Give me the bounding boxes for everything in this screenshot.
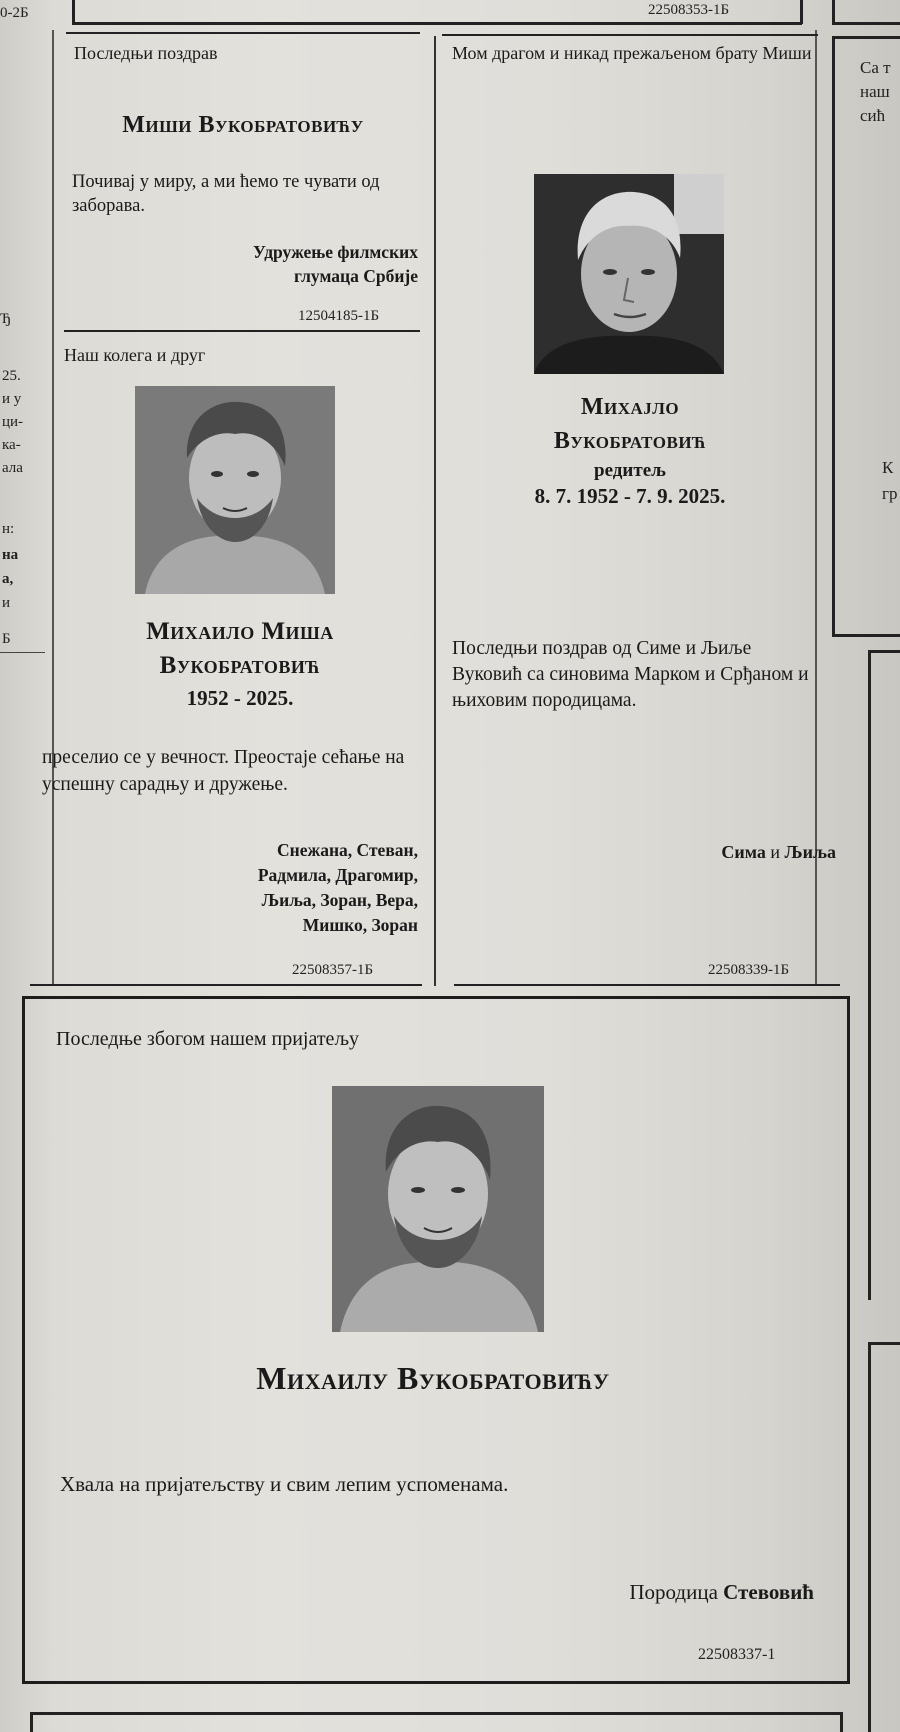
top-mid-code: 22508353-1Б [648, 2, 730, 18]
ad4-name: Михаилу Вукобратовићу [256, 1360, 610, 1396]
ad2-signature-and: и [770, 842, 781, 862]
ad2-portrait-photo [534, 174, 724, 374]
ad2-code: 22508339-1Б [708, 962, 790, 978]
left-fragment-rule [0, 652, 45, 653]
right-box-top-rule [832, 22, 900, 25]
ad2-signature-first: Сима [721, 842, 766, 862]
right-fragment: К [882, 458, 894, 477]
next-box-top [30, 1712, 842, 1715]
ad3-signature-line: Љиља, Зоран, Вера, [261, 890, 418, 910]
left-fragment: 25. [2, 368, 21, 384]
left-fragment: и у [2, 391, 22, 407]
ad1-text: Почивај у миру, а ми ћемо те чувати од заборава. [72, 172, 380, 216]
left-fragment: и [2, 595, 11, 611]
ad3-portrait-photo [135, 386, 335, 594]
ad3-name-line1: Михаило Миша [146, 618, 334, 645]
ad3-name-line2: Вукобратовић [159, 652, 321, 679]
ad4-signature-prefix: Породица [629, 1580, 718, 1604]
ad4-signature-name: Стевовић [723, 1580, 814, 1604]
left-fragment: ци- [2, 414, 24, 430]
ad1-name: Миши Вукобратовићу [122, 112, 364, 138]
top-box-bottom-border [72, 22, 802, 25]
right-fragment: гр [882, 484, 898, 503]
ad1-code: 12504185-1Б [298, 308, 380, 324]
ad3-signature-line: Снежана, Стеван, [277, 840, 418, 860]
ad1-heading: Последњи поздрав [74, 43, 218, 63]
ad2-name-line1: Михајло [580, 394, 680, 420]
top-left-code: 0-2Б [0, 5, 29, 21]
ad1-signature-line: глумаца Србије [294, 266, 418, 286]
right-box3-border [868, 1342, 871, 1732]
right-box-top-border [832, 0, 835, 24]
right-box-top [832, 36, 900, 39]
right-fragment: наш [860, 82, 890, 101]
ad2-top-rule [442, 34, 818, 36]
left-fragment: а, [2, 571, 14, 587]
ad4-code: 22508337-1 [698, 1646, 776, 1663]
ad3-heading: Наш колега и друг [64, 345, 206, 365]
top-box-left-border [72, 0, 75, 24]
ad3-signature [160, 838, 418, 938]
ad4-text: Хвала на пријатељству и свим лепим успоменама. [60, 1472, 509, 1496]
ad1-top-rule [66, 32, 420, 34]
ad3-years: 1952 - 2025. [186, 686, 294, 710]
portrait-svg [534, 174, 724, 374]
portrait-svg [332, 1086, 544, 1332]
ad3-signature-line: Радмила, Драгомир, [257, 865, 418, 885]
top-box-right-border [800, 0, 803, 24]
left-fragment: ка- [2, 437, 21, 453]
right-box3-top [868, 1342, 900, 1345]
left-fragment: Ђ [0, 311, 12, 327]
ad2-bottom-rule [454, 984, 840, 986]
ad4-portrait-photo [332, 1086, 544, 1332]
left-fragment: н: [2, 521, 15, 537]
ad2-name-line2: Вукобратовић [553, 428, 707, 454]
ad4-heading: Последње збогом нашем пријатељу [56, 1028, 359, 1050]
ad1-signature-line: Удружење филмских [253, 242, 418, 262]
portrait-svg [135, 386, 335, 594]
ad3-signature-line: Мишко, Зоран [302, 915, 418, 935]
right-box-border [832, 36, 835, 636]
left-fragment: ала [2, 460, 23, 476]
ad1-bottom-rule [64, 330, 420, 332]
ad2-heading: Мом драгом и никад прежаљеном брату Миши [452, 43, 812, 63]
ad3-code: 22508357-1Б [292, 962, 374, 978]
right-box2-top [868, 650, 900, 653]
ad2-dates: 8. 7. 1952 - 7. 9. 2025. [534, 484, 726, 508]
next-box-left [30, 1712, 33, 1732]
right-fragment: сић [860, 106, 886, 125]
right-box2-border [868, 650, 871, 1300]
right-fragment: Са т [860, 58, 891, 77]
ad2-role: редитељ [594, 460, 666, 481]
next-box-right [840, 1712, 843, 1732]
column-rule-left [52, 30, 54, 985]
right-box-bottom [832, 634, 900, 637]
ad3-text: преселио се у вечност. Преостаје сећање на успешну сарадњу и дружење. [42, 747, 405, 795]
ad2-signature [560, 842, 836, 863]
ad2-text: Последњи поздрав од Симе и Љиље Вуковић са синовима Марком и Срђаном и њиховим породицама. [452, 638, 809, 711]
ad2-signature-second: Љиља [784, 842, 836, 862]
column-rule-center [434, 36, 436, 986]
ad4-signature [400, 1580, 814, 1605]
ad1-signature [150, 240, 418, 288]
ad3-bottom-rule [30, 984, 422, 986]
left-fragment: на [2, 547, 19, 563]
left-fragment: Б [2, 631, 11, 647]
